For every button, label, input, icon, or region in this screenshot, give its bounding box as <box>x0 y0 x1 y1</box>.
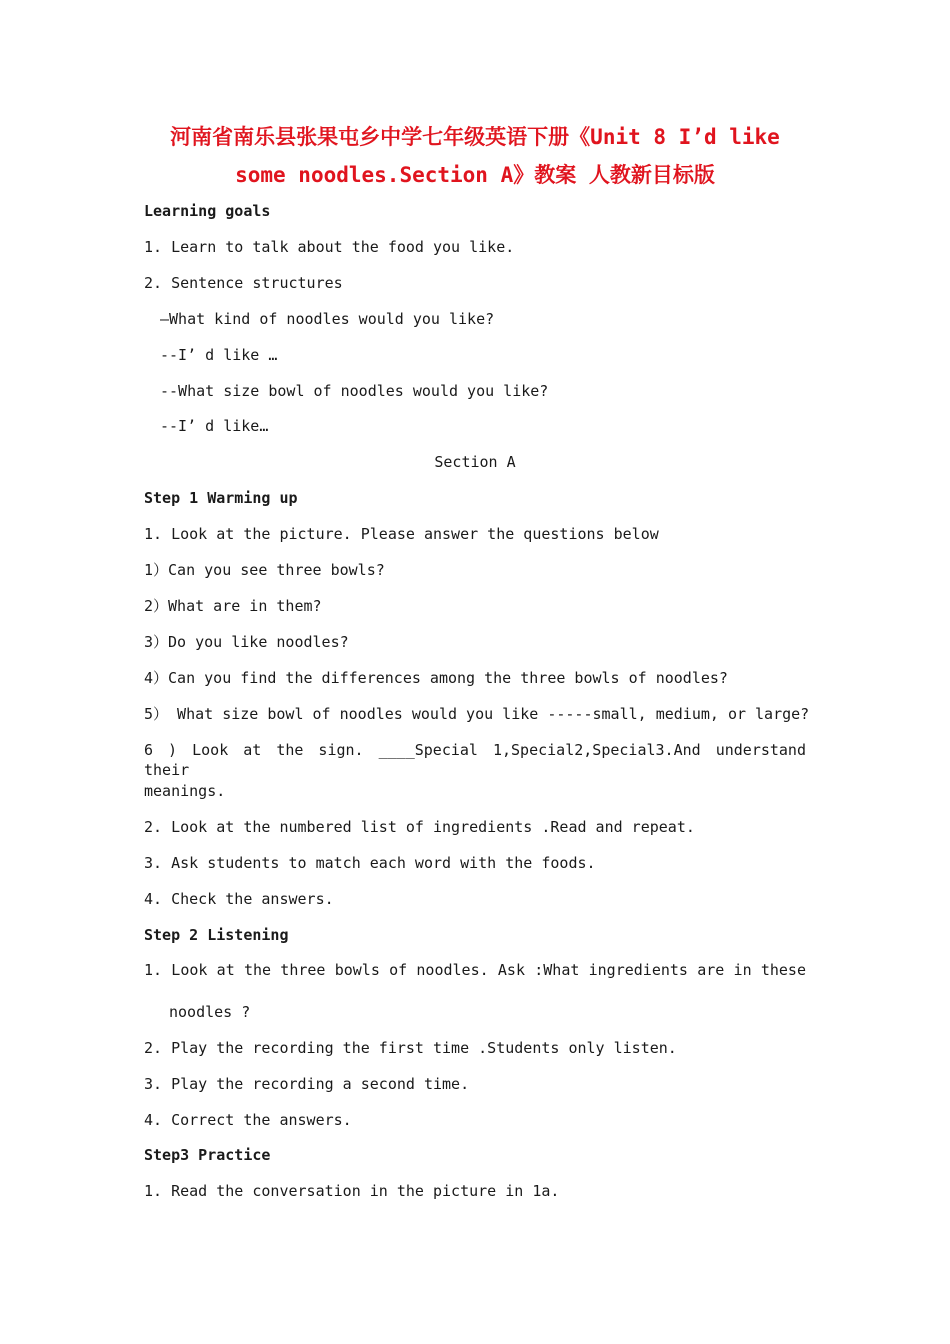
sentence-structure: —What kind of noodles would you like? <box>160 310 495 328</box>
step2-item-1-line2: noodles ? <box>169 1003 251 1021</box>
learning-goal-item: 1. Learn to talk about the food you like. <box>144 238 515 256</box>
step1-question: 5） What size bowl of noodles would you like -----small, medium, or large? <box>144 705 810 723</box>
step1-item: 4. Check the answers. <box>144 890 334 908</box>
step2-heading: Step 2 Listening <box>144 926 289 944</box>
learning-goal-item: 2. Sentence structures <box>144 274 343 292</box>
section-heading: Section A <box>434 453 516 471</box>
step1-question: 4）Can you find the differences among the three bowls of noodles? <box>144 669 728 687</box>
step1-question: 2）What are in them? <box>144 597 322 615</box>
step3-heading: Step3 Practice <box>144 1146 271 1164</box>
step1-item: 2. Look at the numbered list of ingredients .Read and repeat. <box>144 818 695 836</box>
step2-item: 2. Play the recording the first time .Students only listen. <box>144 1039 677 1057</box>
step2-item: 4. Correct the answers. <box>144 1111 352 1129</box>
sentence-structure: --I’ d like… <box>160 417 269 435</box>
step2-item-1-line1: 1. Look at the three bowls of noodles. Ask :What ingredients are in these <box>144 961 806 979</box>
step1-item: 3. Ask students to match each word with the foods. <box>144 854 596 872</box>
step3-item: 1. Read the conversation in the picture in 1a. <box>144 1182 560 1200</box>
step2-item: 3. Play the recording a second time. <box>144 1075 470 1093</box>
sentence-structure: --I’ d like … <box>160 346 278 364</box>
document-title-line-2: some noodles.Section A》教案 人教新目标版 <box>235 163 715 187</box>
step1-question-6-line2: meanings. <box>144 782 226 800</box>
step1-heading: Step 1 Warming up <box>144 489 298 507</box>
step1-question: 1）Can you see three bowls? <box>144 561 385 579</box>
sentence-structure: --What size bowl of noodles would you like? <box>160 382 549 400</box>
document-title-line-1: 河南省南乐县张果屯乡中学七年级英语下册《Unit 8 I’d like <box>170 125 780 149</box>
step1-question: 3）Do you like noodles? <box>144 633 349 651</box>
learning-goals-heading: Learning goals <box>144 202 271 220</box>
step1-question-6-line1: 6 ) Look at the sign. ____Special 1,Special2,Special3.And understand their <box>144 741 806 779</box>
step1-item: 1. Look at the picture. Please answer the questions below <box>144 525 659 543</box>
